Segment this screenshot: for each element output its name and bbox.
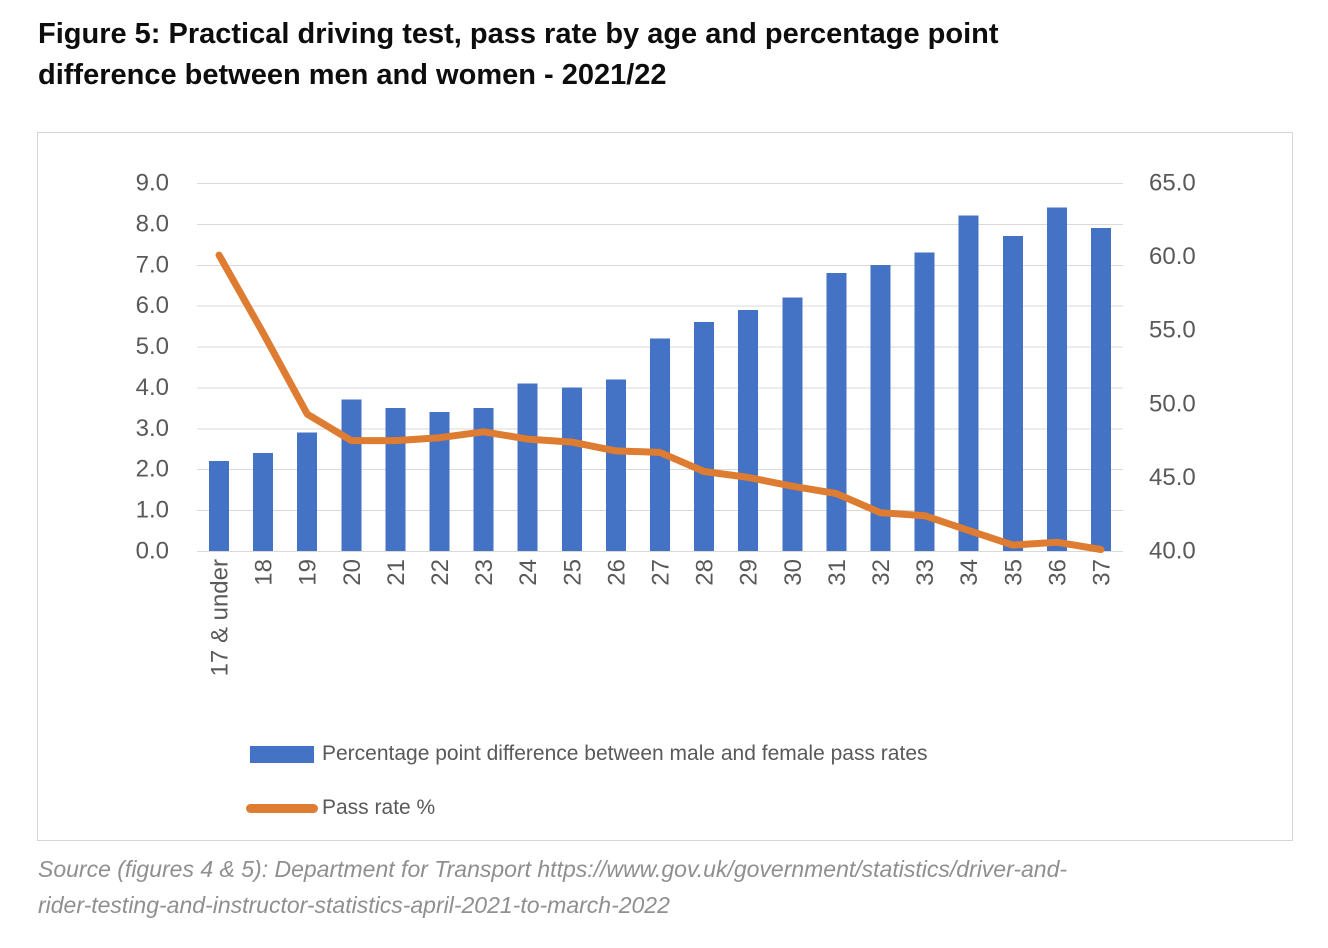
svg-text:6.0: 6.0 (135, 292, 169, 320)
legend-item-bar-series (250, 739, 928, 769)
line-series-swatch (246, 804, 318, 813)
source-note (38, 852, 1306, 923)
svg-text:1.0: 1.0 (135, 496, 169, 524)
svg-text:8.0: 8.0 (135, 210, 169, 238)
bars-series (209, 208, 1111, 551)
bar-22 (430, 412, 450, 551)
svg-text:17 & under: 17 & under (206, 559, 234, 677)
svg-text:33: 33 (912, 559, 940, 586)
svg-text:4.0: 4.0 (135, 373, 169, 401)
svg-text:18: 18 (250, 559, 278, 586)
svg-text:22: 22 (427, 559, 455, 586)
left-axis-ticks (136, 170, 169, 565)
figure-title-line-1: Figure 5: Practical driving test, pass rate by age and percentage point (38, 18, 999, 50)
bar-17 & under (209, 461, 229, 551)
bar-28 (694, 322, 714, 551)
source-note-line-1: Source (figures 4 & 5): Department for Transport https://www.gov.uk/government/statistics/driver-and- (38, 856, 1068, 882)
svg-text:34: 34 (956, 559, 984, 586)
bar-18 (253, 453, 273, 551)
svg-text:40.0: 40.0 (1149, 537, 1196, 565)
combo-chart-svg (38, 133, 1292, 840)
svg-text:3.0: 3.0 (135, 414, 169, 442)
figure-title-line-2: difference between men and women - 2021/22 (38, 59, 667, 92)
svg-text:25: 25 (559, 559, 587, 586)
svg-text:30: 30 (779, 559, 807, 586)
svg-text:27: 27 (647, 559, 675, 586)
bar-29 (738, 310, 758, 551)
bar-24 (518, 383, 538, 551)
bar-27 (650, 338, 670, 551)
bar-25 (562, 387, 582, 551)
svg-text:29: 29 (735, 559, 763, 586)
chart-area (37, 132, 1293, 841)
bar-36 (1047, 208, 1067, 551)
svg-text:26: 26 (603, 559, 631, 586)
svg-text:65.0: 65.0 (1149, 169, 1196, 197)
bar-21 (385, 408, 405, 551)
svg-text:45.0: 45.0 (1149, 463, 1196, 491)
legend-label-bar-series: Percentage point difference between male and female pass rates (322, 742, 928, 765)
svg-text:5.0: 5.0 (135, 333, 169, 361)
svg-text:55.0: 55.0 (1149, 316, 1196, 344)
svg-text:24: 24 (515, 559, 543, 586)
legend-item-line-series (246, 793, 435, 823)
svg-text:7.0: 7.0 (135, 251, 169, 279)
figure-title (38, 14, 1308, 96)
svg-text:32: 32 (867, 559, 895, 586)
svg-text:37: 37 (1088, 559, 1116, 586)
svg-text:21: 21 (382, 559, 410, 586)
svg-text:31: 31 (823, 559, 851, 586)
bar-20 (341, 400, 361, 551)
bar-34 (959, 216, 979, 551)
svg-text:9.0: 9.0 (135, 169, 169, 197)
x-axis-labels (207, 559, 1116, 676)
bar-26 (606, 379, 626, 551)
svg-text:36: 36 (1044, 559, 1072, 586)
source-note-line-2: rider-testing-and-instructor-statistics-april-2021-to-march-2022 (38, 891, 670, 918)
legend-label-line-series: Pass rate % (322, 796, 436, 819)
svg-text:2.0: 2.0 (135, 455, 169, 483)
bar-37 (1091, 228, 1111, 551)
svg-text:19: 19 (294, 559, 322, 586)
bar-31 (826, 273, 846, 551)
bar-19 (297, 432, 317, 551)
svg-text:60.0: 60.0 (1149, 243, 1196, 271)
bar-35 (1003, 236, 1023, 551)
svg-text:0.0: 0.0 (135, 537, 169, 565)
svg-text:23: 23 (471, 559, 499, 586)
right-axis-ticks (1149, 170, 1196, 565)
svg-text:20: 20 (338, 559, 366, 586)
bar-30 (782, 297, 802, 551)
svg-text:50.0: 50.0 (1149, 390, 1196, 418)
bar-series-swatch (250, 746, 314, 763)
svg-text:35: 35 (1000, 559, 1028, 586)
bar-33 (915, 253, 935, 551)
svg-text:28: 28 (691, 559, 719, 586)
